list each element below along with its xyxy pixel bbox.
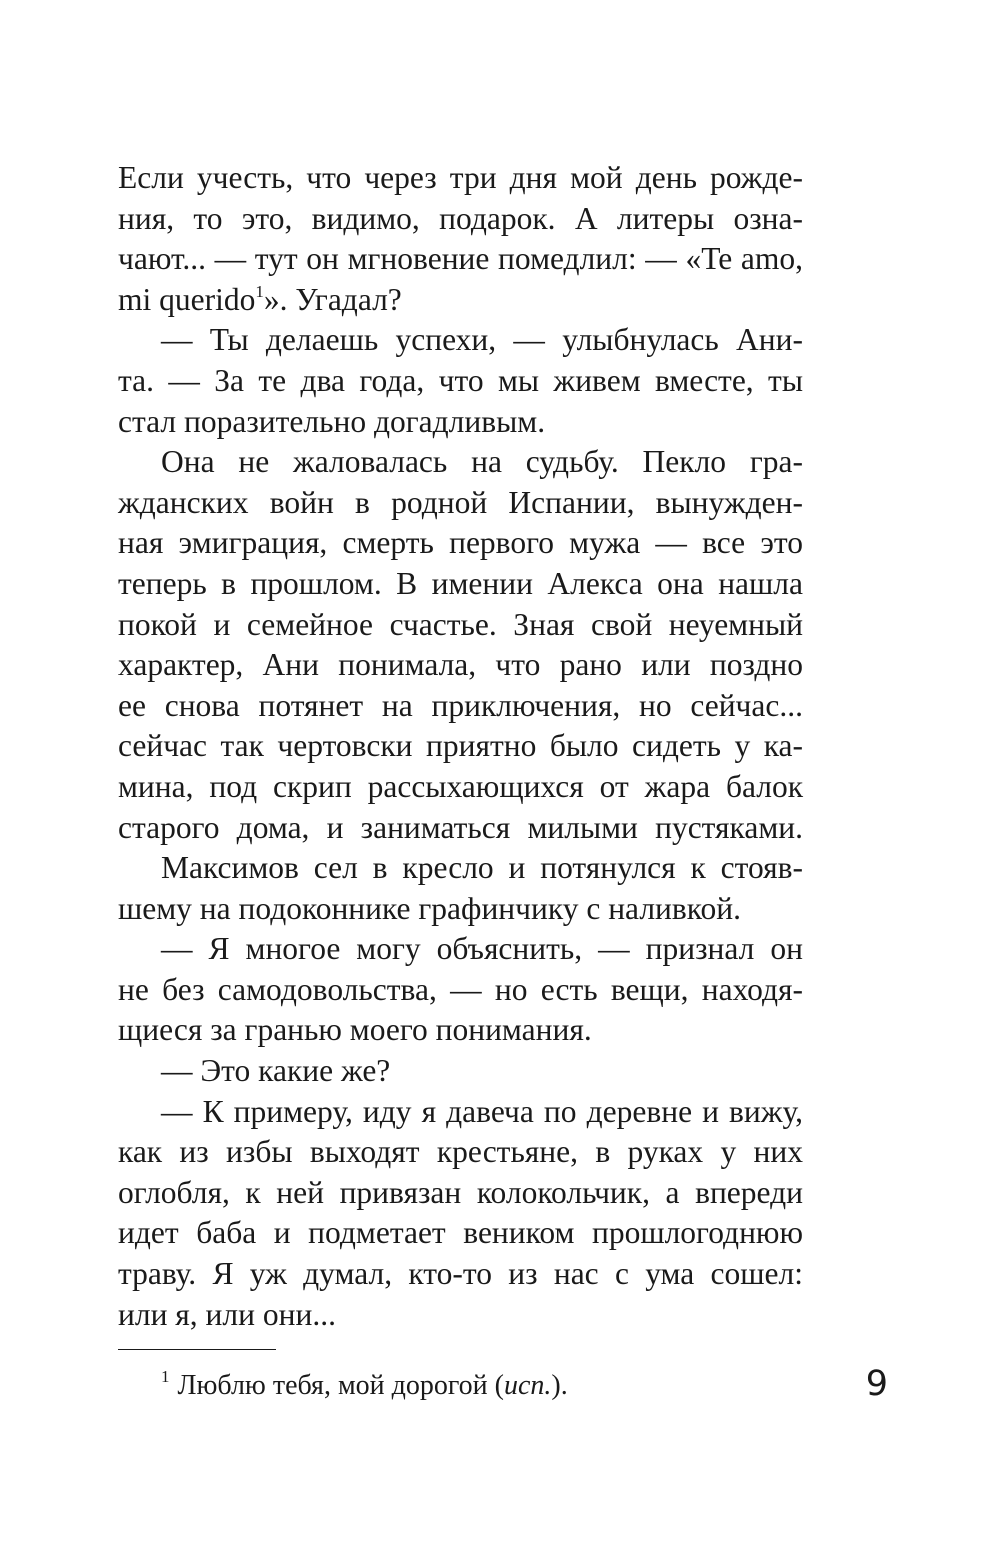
text-line: или я, или они... [118, 1296, 336, 1332]
text-line: сейчас так чертовски приятно было сидеть у ка- [118, 728, 803, 764]
text-line: Максимов сел в кресло и потянулся к стояв- [161, 850, 803, 886]
page-number: 9 [865, 1364, 888, 1404]
footnote-text: Люблю тебя, мой дорогой ( [177, 1370, 504, 1401]
text-line: оглобля, к ней привязан колокольчик, а впереди [118, 1174, 803, 1210]
text-line: ее снова потянет на приключения, но сейчас... [118, 687, 803, 723]
text-fragment: ». Угадал? [263, 281, 402, 317]
text-line: Если учесть, что через три дня мой день рожде- [118, 160, 803, 195]
text-line: характер, Ани понимала, что рано или поздно [118, 647, 803, 683]
text-line: ния, то это, видимо, подарок. А литеры озна- [118, 200, 803, 236]
text-line: не без самодовольства, — но есть вещи, находя- [118, 971, 803, 1007]
text-line: теперь в прошлом. В имении Алекса она нашла [118, 565, 803, 601]
text-line: стал поразительно догадливым. [118, 403, 546, 439]
footnote-text-end: ). [551, 1370, 568, 1401]
text-line: шему на подоконнике графинчику с наливкой. [118, 890, 741, 926]
text-line: — Ты делаешь успехи, — улыбнулась Ани- [161, 322, 803, 358]
text-line: покой и семейное счастье. Зная свой неуемный [118, 606, 803, 642]
text-line: жданских войн в родной Испании, вынужден- [118, 484, 803, 520]
text-line: ная эмиграция, смерть первого мужа — все это [118, 525, 803, 561]
text-line: — Я многое могу объяснить, — признал он [161, 931, 803, 967]
body-text [118, 158, 803, 1335]
text-fragment: mi querido [118, 281, 256, 317]
text-line: та. — За те два года, что мы живем вместе, ты [118, 362, 803, 398]
text-line: щиеся за гранью моего понимания. [118, 1012, 592, 1048]
text-line: Она не жаловалась на судьбу. Пекло гра- [161, 444, 803, 480]
footnote-divider [118, 1349, 276, 1350]
footnote-number: 1 [161, 1367, 170, 1386]
text-line: — Это какие же? [161, 1053, 391, 1089]
text-line: как из избы выходят крестьяне, в руках у них [118, 1134, 803, 1170]
text-line: идет баба и подметает веником прошлогоднюю [118, 1215, 803, 1251]
footnote-italic-text: исп. [503, 1370, 552, 1401]
footnote [161, 1366, 568, 1406]
footnote-reference[interactable]: 1 [255, 281, 264, 301]
text-line: траву. Я уж думал, кто-то из нас с ума сошел: [118, 1256, 803, 1292]
text-line: чают... — тут он мгновение помедлил: — «Te amo, [118, 241, 803, 277]
text-line: старого дома, и заниматься милыми пустяками. [118, 809, 803, 845]
text-line-with-note [118, 280, 803, 321]
text-line: — К примеру, иду я давеча по деревне и вижу, [161, 1093, 803, 1129]
text-line: мина, под скрип рассыхающихся от жара балок [118, 768, 803, 804]
